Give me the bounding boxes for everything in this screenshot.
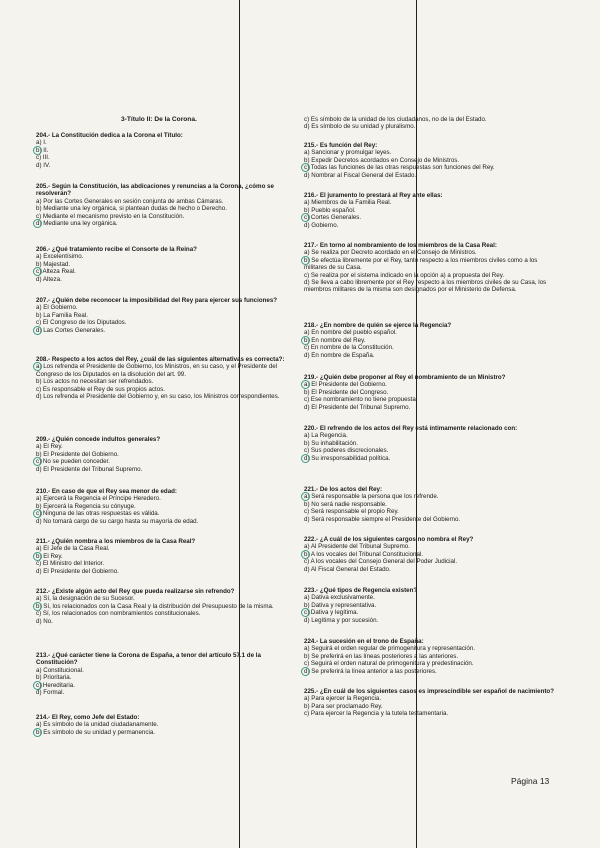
answer-option-text: b) El Presidente del Gobierno.	[36, 450, 119, 458]
answer-option	[36, 545, 195, 552]
answer-option-text: b) Se preferirá en las líneas posteriores a las anteriores.	[304, 652, 459, 660]
option: d) Es símbolo de su unidad y pluralismo.	[304, 123, 416, 131]
answer-option	[36, 139, 183, 146]
answer-option-text: a) Por las Cortes Generales en sesión conjunta de ambas Cámaras.	[36, 197, 224, 205]
answer-option-text: d) No.	[36, 617, 53, 625]
answer-option	[304, 396, 505, 403]
answer-option-text: c) Dativa y legítima.	[304, 609, 359, 617]
answer-option-text: a) Para ejercer la Regencia.	[304, 695, 382, 703]
answer-option	[304, 558, 473, 565]
answer-option	[36, 451, 160, 458]
question-block	[304, 638, 475, 675]
answer-option-text: b) No será nadie responsable.	[304, 500, 387, 508]
answer-circle-mark	[33, 728, 42, 737]
answer-option	[304, 543, 473, 550]
answer-option	[36, 518, 198, 525]
answer-option-text: b) Expedir Decretos acordados en Consejo de Ministros.	[304, 156, 460, 164]
answer-option	[36, 560, 195, 567]
answer-option	[304, 389, 505, 396]
page-divider-left	[239, 0, 240, 848]
answer-option-text: c) No se pueden conceder.	[36, 458, 110, 466]
answer-option	[304, 501, 460, 508]
question-block	[304, 242, 560, 294]
answer-option-text: c) Alteza Real.	[36, 268, 76, 276]
question-text: 221.- De los actos del Rey:	[304, 486, 383, 493]
question-text: 225.- ¿En cuál de los siguientes casos es imprescindible ser español de nacimiento?	[304, 688, 554, 695]
answer-option-text: b) Ejercerá la Regencia su cónyuge.	[36, 502, 136, 510]
answer-option-text: c) El Ministro del Interior.	[36, 560, 105, 568]
answer-option	[36, 205, 291, 212]
answer-option	[36, 386, 291, 393]
answer-option	[304, 660, 475, 667]
answer-option	[304, 440, 517, 447]
answer-circle-mark	[301, 256, 310, 265]
answer-option	[36, 363, 291, 378]
question-block	[304, 486, 460, 523]
answer-option-text: d) Los refrenda el Presidente del Gobierno y, en su caso, los Ministros correspondientes.	[36, 393, 280, 401]
question-text: 220.- El refrendo de los actos del Rey está íntimamente relacionado con:	[304, 425, 518, 432]
answer-option-text: c) Sus poderes discrecionales.	[304, 447, 389, 455]
answer-option-text: c) Sí, los relacionados con nombramientos constitucionales.	[36, 610, 201, 618]
answer-option-text: c) Hereditaria.	[36, 681, 75, 689]
answer-option-text: b) Su inhabilitación.	[304, 439, 359, 447]
question-block	[304, 374, 505, 411]
answer-option-text: d) No tomará cargo de su cargo hasta su mayoría de edad.	[36, 517, 199, 525]
answer-option	[36, 213, 291, 220]
answer-option-text: d) Legítima y por sucesión.	[304, 616, 379, 624]
answer-option	[36, 568, 195, 575]
answer-option	[36, 198, 291, 205]
answer-option-text: c) Se realiza por el sistema indicado en la opción a) a propuesta del Rey.	[304, 271, 505, 279]
answer-option-text: c) Seguirá el orden natural de primogenitura y predestinación.	[304, 660, 474, 668]
answer-option-text: c) Cortes Generales.	[304, 214, 362, 222]
question-text: 207.- ¿Quién debe reconocer la imposibilidad del Rey para ejercer sus funciones?	[36, 297, 278, 304]
answer-option	[36, 304, 277, 311]
answer-option-text: a) Excelentísimo.	[36, 253, 84, 261]
question-block	[36, 538, 195, 575]
answer-option-text: d) Nombrar al Fiscal General del Estado.	[304, 171, 417, 179]
answer-option-text: a) El Gobierno.	[36, 304, 78, 312]
answer-option	[36, 147, 183, 154]
answer-option-text: b) Para ser proclamado Rey.	[304, 702, 383, 710]
answer-option-text: a) Constitucional.	[36, 666, 84, 674]
answer-option	[36, 667, 291, 674]
question-text: 217.- En torno al nombramiento de los miembros de la Casa Real:	[304, 242, 497, 249]
answer-option	[304, 249, 560, 256]
answer-option-text: d) Su irresponsabilidad política.	[304, 454, 391, 462]
answer-option	[36, 595, 274, 602]
answer-option-text: d) Formal.	[36, 689, 65, 697]
question-block	[304, 142, 495, 179]
answer-option	[304, 207, 443, 214]
answer-option	[36, 610, 274, 617]
answer-option	[304, 516, 460, 523]
question-text: 210.- En caso de que el Rey sea menor de edad:	[36, 488, 177, 495]
answer-option	[304, 695, 554, 702]
answer-option-text: a) La Regencia.	[304, 432, 348, 440]
question-text: 205.- Según la Constitución, las abdicaciones y renuncias a la Corona, ¿cómo se resolverán?	[36, 183, 274, 198]
question-text: 204.- La Constitución dedica a la Corona el Título:	[36, 132, 183, 139]
answer-option-text: d) El Presidente del Tribunal Supremo.	[304, 403, 411, 411]
answer-option-text: c) Es responsable el Rey de sus propios actos.	[36, 385, 165, 393]
answer-option-text: a) En nombre del pueblo español.	[304, 329, 397, 337]
answer-option	[304, 329, 451, 336]
option: c) Es símbolo de la unidad de los ciudadanos, no de la del Estado.	[304, 116, 487, 123]
answer-option	[304, 199, 443, 206]
answer-option	[36, 495, 198, 502]
answer-circle-mark	[33, 219, 42, 228]
question-text: 215.- Es función del Rey:	[304, 142, 378, 149]
question-block	[304, 688, 554, 718]
question-text: 212.- ¿Existe algún acto del Rey que pueda realizarse sin refrendo?	[36, 588, 235, 595]
continuation-text	[304, 116, 487, 131]
question-block	[36, 246, 197, 283]
answer-option	[36, 721, 158, 728]
question-text: 218.- ¿En nombre de quién se ejerce la Regencia?	[304, 322, 452, 329]
answer-option-text: b) II.	[36, 146, 49, 154]
answer-option-text: c) III.	[36, 154, 50, 162]
answer-option	[304, 493, 460, 500]
answer-option	[304, 381, 505, 388]
answer-option-text: c) Mediante el mecanismo previsto en la Constitución.	[36, 212, 185, 220]
answer-option-text: c) En nombre de la Constitución.	[304, 344, 394, 352]
answer-option-text: b) Los actos no necesitan ser refrendados.	[36, 378, 154, 386]
answer-option-text: a) I.	[36, 139, 47, 147]
answer-option	[304, 222, 443, 229]
question-text: 224.- La sucesión en el trono de España:	[304, 638, 424, 645]
answer-option	[36, 674, 291, 681]
answer-option-text: b) El Presidente del Congreso.	[304, 388, 389, 396]
answer-option	[304, 710, 554, 717]
answer-option-text: a) Los refrenda el Presidente de Gobierno, los Ministros, en su caso, y el Presidente del Congreso de los Diputados en la disolución del art. 99.	[36, 363, 278, 378]
question-text: 206.- ¿Qué tratamiento recibe el Consorte de la Reina?	[36, 246, 197, 253]
question-block	[36, 588, 274, 625]
answer-option	[304, 455, 517, 462]
answer-option	[36, 319, 277, 326]
answer-option-text: c) Ninguna de las otras respuestas es válida.	[36, 510, 160, 518]
answer-option	[304, 279, 560, 294]
answer-option	[304, 404, 505, 411]
answer-option-text: a) Seguirá el orden regular de primogenitura y representación.	[304, 645, 475, 653]
answer-option	[304, 337, 451, 344]
answer-option-text: d) IV.	[36, 161, 51, 169]
question-block	[36, 356, 291, 400]
answer-option	[304, 609, 417, 616]
answer-option	[304, 645, 475, 652]
answer-option	[304, 257, 560, 272]
question-block	[36, 132, 183, 169]
answer-option-text: c) A los vocales del Consejo General del Poder Judicial.	[304, 558, 458, 566]
question-text: 209.- ¿Quién concede indultos generales?	[36, 436, 161, 443]
answer-option-text: a) Sí, la designación de su Sucesor.	[36, 595, 135, 603]
answer-option-text: d) Mediante una ley orgánica.	[36, 220, 118, 228]
answer-option	[304, 653, 475, 660]
answer-circle-mark	[33, 326, 42, 335]
question-text: 223.- ¿Qué tipos de Regencia existen?	[304, 587, 418, 594]
answer-option	[36, 393, 291, 400]
answer-option-text: d) Al Fiscal General del Estado.	[304, 565, 391, 573]
answer-option-text: a) Al Presidente del Tribunal Supremo.	[304, 543, 410, 551]
answer-option-text: d) En nombre de España.	[304, 351, 375, 359]
answer-option-text: d) Se lleva a cabo libremente por el Rey respecto a los miembros civiles de su Casa, los miembros militares de la misma son designados por el Ministerio de Defensa.	[304, 279, 547, 294]
answer-option	[36, 682, 291, 689]
answer-option-text: b) Se efectúa libremente por el Rey, tanto respecto a los miembros civiles como a los militares de su Casa.	[304, 256, 538, 272]
answer-option-text: b) Es símbolo de su unidad y permanencia.	[36, 728, 156, 736]
answer-option	[36, 618, 274, 625]
question-text: 214.- El Rey, como Jefe del Estado:	[36, 714, 140, 721]
answer-option-text: d) Las Cortes Generales.	[36, 326, 106, 334]
answer-option-text: c) Todas las funciones de las otras respuestas son funciones del Rey.	[304, 164, 495, 172]
answer-option-text: a) Dativa exclusivamente.	[304, 594, 375, 602]
question-text: 216.- El juramento lo prestará al Rey ante ellas:	[304, 192, 443, 199]
answer-option-text: d) Gobierno.	[304, 221, 339, 229]
answer-option-text: b) El Rey.	[36, 552, 63, 560]
answer-option-text: b) En nombre del Rey.	[304, 336, 366, 344]
answer-option-text: a) El Presidente del Gobierno.	[304, 381, 387, 389]
answer-option	[304, 344, 451, 351]
answer-option-text: b) Prioritaria.	[36, 674, 72, 682]
question-text: 211.- ¿Quién nombra a los miembros de la Casa Real?	[36, 538, 196, 545]
question-text: 219.- ¿Quién debe proponer al Rey el nombramiento de un Ministro?	[304, 374, 506, 381]
answer-option-text: a) Será responsable la persona que los refrende.	[304, 493, 439, 501]
answer-option	[304, 172, 495, 179]
answer-option-text: b) Dativa y representativa.	[304, 601, 377, 609]
question-block	[304, 425, 517, 462]
answer-option-text: a) Sancionar y promulgar leyes.	[304, 149, 392, 157]
question-text: 222.- ¿A cuál de los siguientes cargos no nombra el Rey?	[304, 536, 474, 543]
question-block	[304, 322, 451, 359]
question-block	[304, 192, 443, 229]
answer-option-text: b) Majestad.	[36, 260, 71, 268]
page-number: Página 13	[511, 776, 550, 786]
answer-option-text: d) El Presidente del Gobierno.	[36, 567, 119, 575]
answer-option	[304, 164, 495, 171]
answer-option	[36, 458, 160, 465]
answer-option-text: c) Será responsable el propio Rey.	[304, 508, 399, 516]
answer-option	[304, 602, 417, 609]
answer-option	[36, 553, 195, 560]
answer-option	[304, 352, 451, 359]
answer-option	[304, 594, 417, 601]
answer-option	[36, 276, 197, 283]
question-text: 208.- Respecto a los actos del Rey, ¿cuál de las siguientes alternativas es correcta?:	[36, 356, 285, 363]
answer-option	[304, 551, 473, 558]
answer-option-text: b) A los vocales del Tribunal Constitucional.	[304, 550, 424, 558]
answer-option	[36, 443, 160, 450]
answer-option	[36, 220, 291, 227]
answer-option-text: b) Pueblo español.	[304, 206, 356, 214]
answer-option	[36, 510, 198, 517]
answer-option	[36, 312, 277, 319]
answer-option	[304, 703, 554, 710]
question-block	[36, 652, 291, 696]
question-block	[36, 183, 291, 227]
answer-option	[304, 157, 495, 164]
answer-option	[36, 466, 160, 473]
answer-option-text: b) La Familia Real.	[36, 311, 88, 319]
answer-option-text: d) Será responsable siempre el Presidente del Gobierno.	[304, 515, 461, 523]
answer-option	[36, 689, 291, 696]
answer-option-text: a) Ejercerá la Regencia el Príncipe Heredero.	[36, 495, 161, 503]
answer-option	[304, 432, 517, 439]
section-title: 3-Título II: De la Corona.	[121, 116, 197, 123]
answer-option	[36, 268, 197, 275]
answer-option-text: c) Ese nombramiento no tiene propuesta.	[304, 396, 418, 404]
answer-option	[36, 261, 197, 268]
answer-option	[36, 253, 197, 260]
answer-option-text: a) Se realiza por Decreto acordado en el Consejo de Ministros.	[304, 249, 477, 257]
question-block	[36, 714, 158, 736]
answer-option	[304, 149, 495, 156]
answer-option-text: a) Miembros de la Familia Real.	[304, 199, 392, 207]
answer-option	[304, 214, 443, 221]
answer-option-text: c) Para ejercer la Regencia y la tutela testamentaria.	[304, 710, 449, 718]
question-block	[36, 436, 160, 473]
question-text: 213.- ¿Qué carácter tiene la Corona de España, a tenor del artículo 57.1 de la Constitución?	[36, 652, 261, 667]
answer-option	[36, 729, 158, 736]
answer-option	[304, 447, 517, 454]
answer-option	[36, 154, 183, 161]
answer-option-text: a) El Rey.	[36, 443, 63, 451]
answer-option-text: a) El Jefe de la Casa Real.	[36, 545, 110, 553]
answer-option	[36, 162, 183, 169]
answer-option	[36, 503, 198, 510]
question-block	[36, 488, 198, 525]
answer-option	[304, 617, 417, 624]
answer-option	[36, 327, 277, 334]
answer-option	[304, 566, 473, 573]
answer-option-text: b) Sí, los relacionados con la Casa Real y la distribución del Presupuesto de la misma.	[36, 602, 274, 610]
answer-option	[304, 272, 560, 279]
answer-option-text: b) Mediante una ley orgánica, si plantean dudas de hecho o Derecho.	[36, 205, 227, 213]
answer-option-text: d) El Presidente del Tribunal Supremo.	[36, 465, 143, 473]
answer-option-text: d) Alteza.	[36, 275, 62, 283]
answer-option-text: a) Es símbolo de la unidad ciudadanamente.	[36, 721, 159, 729]
answer-circle-mark	[301, 454, 310, 463]
answer-option-text: d) Se preferirá la línea anterior a las posteriores.	[304, 667, 437, 675]
answer-option	[304, 668, 475, 675]
question-block	[36, 297, 277, 334]
answer-option	[304, 508, 460, 515]
answer-option	[36, 603, 274, 610]
question-block	[304, 536, 473, 573]
answer-circle-mark	[301, 667, 310, 676]
answer-option-text: c) El Congreso de los Diputados.	[36, 319, 127, 327]
answer-option	[36, 378, 291, 385]
question-block	[304, 587, 417, 624]
